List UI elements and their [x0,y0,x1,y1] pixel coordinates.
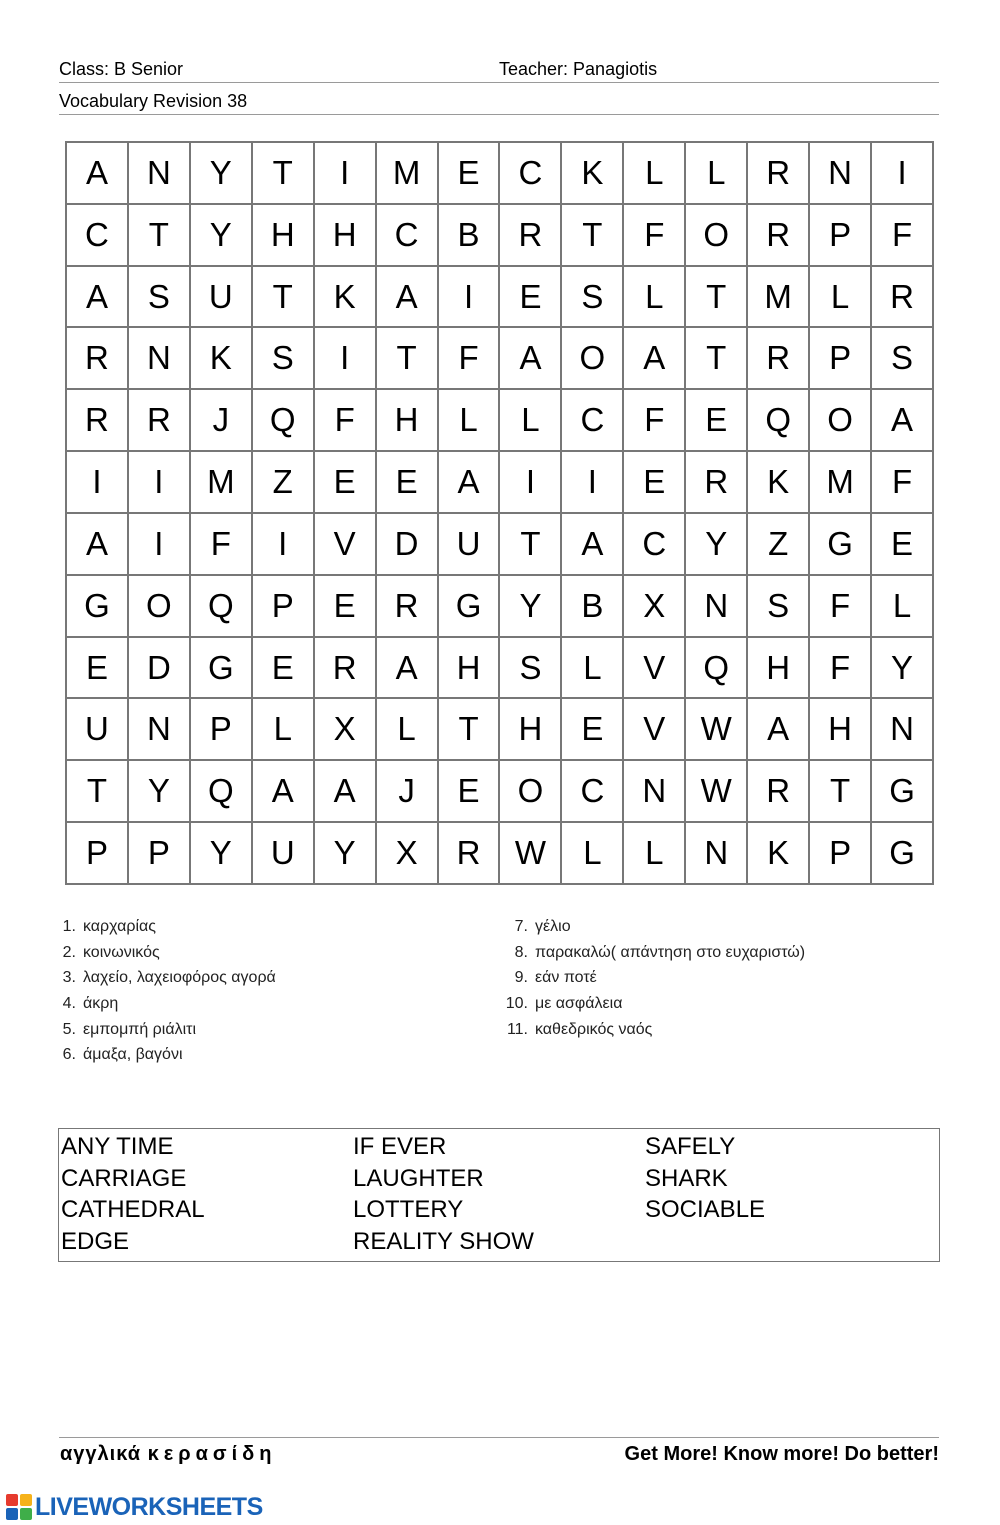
grid-cell[interactable]: E [377,452,439,514]
grid-cell[interactable]: H [377,390,439,452]
grid-cell[interactable]: Y [191,823,253,885]
clue-item [47,940,276,966]
grid-cell[interactable]: O [562,328,624,390]
footer-motto: Get More! Know more! Do better! [624,1443,939,1465]
grid-cell[interactable]: W [500,823,562,885]
grid-cell[interactable]: Q [686,638,748,700]
grid-cell[interactable]: A [377,267,439,329]
clue-item [499,965,805,991]
grid-cell[interactable]: K [315,267,377,329]
word-bank-entry: LAUGHTER [353,1164,484,1192]
grid-cell[interactable]: Y [500,576,562,638]
clue-text: άκρη [83,994,119,1012]
grid-cell[interactable]: G [872,761,934,823]
grid-cell[interactable]: Z [748,514,810,576]
word-bank-entry: CARRIAGE [61,1164,187,1192]
grid-cell[interactable]: I [129,452,191,514]
clue-item [47,991,276,1017]
grid-cell[interactable]: A [872,390,934,452]
grid-cell[interactable]: I [562,452,624,514]
word-bank-entry: LOTTERY [353,1196,464,1223]
grid-cell[interactable]: Y [315,823,377,885]
word-bank-entry: REALITY SHOW [353,1227,534,1255]
grid-cell[interactable]: O [129,576,191,638]
grid-cell[interactable]: M [377,143,439,205]
grid-cell[interactable]: H [810,699,872,761]
grid-cell[interactable]: H [439,638,501,700]
grid-cell[interactable]: T [377,328,439,390]
clue-text: παρακαλώ( απάντηση στο ευχαριστώ) [535,943,806,961]
word-search-grid[interactable] [65,141,934,885]
clue-number: 1. [62,917,76,935]
grid-cell[interactable]: R [686,452,748,514]
grid-cell[interactable]: N [129,143,191,205]
clue-text: γέλιο [535,917,571,935]
grid-cell[interactable]: P [191,699,253,761]
footer-author-word: αγγλικά [60,1443,142,1465]
grid-cell[interactable]: M [191,452,253,514]
grid-cell[interactable]: B [562,576,624,638]
grid-cell[interactable]: T [562,205,624,267]
grid-cell[interactable]: L [624,143,686,205]
grid-cell[interactable]: G [439,576,501,638]
grid-cell[interactable]: U [67,699,129,761]
clue-item [499,1017,805,1043]
footer-author [60,1443,276,1466]
grid-cell[interactable]: A [439,452,501,514]
grid-cell[interactable]: F [810,638,872,700]
clue-number: 4. [62,994,76,1012]
grid-cell[interactable]: W [686,761,748,823]
grid-cell[interactable]: E [253,638,315,700]
clue-list-right [499,914,805,1042]
grid-cell[interactable]: P [253,576,315,638]
grid-cell[interactable]: L [686,143,748,205]
grid-cell[interactable]: S [748,576,810,638]
word-bank-entry: CATHEDRAL [61,1196,205,1223]
grid-cell[interactable]: N [624,761,686,823]
grid-cell[interactable]: E [500,267,562,329]
grid-cell[interactable]: A [748,699,810,761]
grid-cell[interactable]: C [624,514,686,576]
clue-text: καρχαρίας [83,917,156,935]
grid-cell[interactable]: Y [872,638,934,700]
grid-cell[interactable]: A [315,761,377,823]
grid-cell[interactable]: X [624,576,686,638]
grid-cell[interactable]: E [439,761,501,823]
clue-number: 8. [514,943,528,961]
grid-cell[interactable]: R [439,823,501,885]
clue-number: 6. [62,1046,76,1064]
grid-cell[interactable]: K [191,328,253,390]
grid-cell[interactable]: L [624,267,686,329]
clue-item [47,1017,276,1043]
grid-cell[interactable]: P [129,823,191,885]
grid-cell[interactable]: R [315,638,377,700]
grid-cell[interactable]: H [315,205,377,267]
grid-cell[interactable]: E [562,699,624,761]
grid-cell[interactable]: C [377,205,439,267]
grid-cell[interactable]: V [624,638,686,700]
grid-cell[interactable]: O [500,761,562,823]
word-bank-column-1 [61,1131,205,1257]
grid-cell[interactable]: U [253,823,315,885]
grid-cell[interactable]: C [500,143,562,205]
grid-cell[interactable]: I [129,514,191,576]
clue-list-left [47,914,276,1068]
word-bank-entry: SHARK [645,1164,728,1192]
grid-cell[interactable]: N [810,143,872,205]
grid-cell[interactable]: R [67,390,129,452]
grid-cell[interactable]: G [872,823,934,885]
clue-item [47,1042,276,1068]
clue-text: λαχείο, λαχειοφόρος αγορά [83,969,276,987]
grid-cell[interactable]: A [500,328,562,390]
clue-item [499,991,805,1017]
clue-item [47,965,276,991]
grid-cell[interactable]: T [67,761,129,823]
grid-cell[interactable]: E [686,390,748,452]
grid-cell[interactable]: D [129,638,191,700]
grid-cell[interactable]: P [810,205,872,267]
grid-cell[interactable]: L [872,576,934,638]
grid-cell[interactable]: H [500,699,562,761]
grid-cell[interactable]: O [686,205,748,267]
clue-item [47,914,276,940]
grid-cell[interactable]: X [315,699,377,761]
grid-cell[interactable]: V [315,514,377,576]
grid-cell[interactable]: E [315,576,377,638]
grid-cell[interactable]: N [872,699,934,761]
clue-text: κοινωνικός [83,943,160,961]
grid-cell[interactable]: A [562,514,624,576]
grid-cell[interactable]: Q [191,576,253,638]
grid-cell[interactable]: A [67,267,129,329]
grid-cell[interactable]: N [686,823,748,885]
grid-cell[interactable]: Z [253,452,315,514]
grid-cell[interactable]: J [377,761,439,823]
grid-cell[interactable]: Q [253,390,315,452]
grid-cell[interactable]: S [129,267,191,329]
grid-cell[interactable]: I [315,328,377,390]
grid-cell[interactable]: X [377,823,439,885]
grid-cell[interactable]: E [439,143,501,205]
grid-cell[interactable]: I [315,143,377,205]
grid-cell[interactable]: F [439,328,501,390]
grid-cell[interactable]: T [253,143,315,205]
grid-cell[interactable]: F [872,452,934,514]
grid-cell[interactable]: U [191,267,253,329]
grid-cell[interactable]: S [500,638,562,700]
grid-cell[interactable]: R [377,576,439,638]
clue-text: εάν ποτέ [535,969,597,987]
grid-cell[interactable]: G [67,576,129,638]
footer-divider [59,1437,939,1438]
word-bank-entry: SAFELY [645,1133,736,1160]
header-row-class [59,58,939,83]
grid-cell[interactable]: F [872,205,934,267]
grid-cell[interactable]: R [748,143,810,205]
grid-cell[interactable]: K [562,143,624,205]
clue-text: εμπομπή ριάλιτι [83,1020,196,1038]
clue-number: 5. [62,1020,76,1038]
clue-number: 9. [514,969,528,987]
grid-cell[interactable]: H [748,638,810,700]
grid-cell[interactable]: F [315,390,377,452]
clue-text: καθεδρικός ναός [535,1020,653,1038]
grid-cell[interactable]: C [562,761,624,823]
grid-cell[interactable]: S [872,328,934,390]
grid-cell[interactable]: A [67,514,129,576]
grid-cell[interactable]: E [872,514,934,576]
word-bank-entry: IF EVER [353,1133,447,1160]
grid-cell[interactable]: G [191,638,253,700]
class-label: Class: B Senior [59,59,184,79]
grid-cell[interactable]: Y [191,205,253,267]
grid-cell[interactable]: K [748,823,810,885]
grid-cell[interactable]: F [191,514,253,576]
grid-cell[interactable]: T [439,699,501,761]
header-row-title [59,90,939,115]
grid-cell[interactable]: Q [191,761,253,823]
clue-text: άμαξα, βαγόνι [83,1046,183,1064]
grid-cell[interactable]: D [377,514,439,576]
grid-cell[interactable]: I [872,143,934,205]
brand-name: LIVEWORKSHEETS [35,1492,263,1521]
liveworksheets-brand[interactable] [6,1493,263,1521]
grid-cell[interactable]: Q [748,390,810,452]
grid-cell[interactable]: I [439,267,501,329]
grid-cell[interactable]: L [562,638,624,700]
grid-cell[interactable]: L [377,699,439,761]
clue-number: 10. [505,994,528,1012]
word-bank-entry: ANY TIME [61,1133,174,1160]
grid-cell[interactable]: T [129,205,191,267]
grid-cell[interactable]: T [810,761,872,823]
worksheet-title: Vocabulary Revision 38 [59,91,248,111]
grid-cell[interactable]: C [67,205,129,267]
grid-cell[interactable]: W [686,699,748,761]
clue-item [499,914,805,940]
grid-cell[interactable]: M [748,267,810,329]
grid-cell[interactable]: F [624,390,686,452]
clue-number: 3. [62,969,76,987]
grid-cell[interactable]: R [872,267,934,329]
clue-number: 11. [506,1020,528,1038]
grid-cell[interactable]: L [810,267,872,329]
grid-cell[interactable]: H [253,205,315,267]
grid-cell[interactable]: F [810,576,872,638]
grid-cell[interactable]: A [253,761,315,823]
grid-cell[interactable]: N [686,576,748,638]
grid-cell[interactable]: I [253,514,315,576]
grid-cell[interactable]: T [500,514,562,576]
grid-cell[interactable]: C [562,390,624,452]
grid-cell[interactable]: B [439,205,501,267]
grid-cell[interactable]: E [624,452,686,514]
grid-cell[interactable]: J [191,390,253,452]
grid-cell[interactable]: G [810,514,872,576]
grid-cell[interactable]: R [748,761,810,823]
grid-cell[interactable]: N [129,699,191,761]
grid-cell[interactable]: T [686,267,748,329]
grid-cell[interactable]: R [748,328,810,390]
grid-cell[interactable]: S [253,328,315,390]
grid-cell[interactable]: L [253,699,315,761]
grid-cell[interactable]: R [67,328,129,390]
grid-cell[interactable]: T [253,267,315,329]
liveworksheets-logo-icon [6,1494,32,1520]
grid-cell[interactable]: U [439,514,501,576]
grid-cell[interactable]: A [624,328,686,390]
grid-cell[interactable]: E [67,638,129,700]
clue-number: 7. [514,917,528,935]
grid-cell[interactable]: P [810,328,872,390]
grid-cell[interactable]: R [500,205,562,267]
grid-cell[interactable]: V [624,699,686,761]
grid-cell[interactable]: A [377,638,439,700]
grid-cell[interactable]: O [810,390,872,452]
grid-cell[interactable]: M [810,452,872,514]
grid-cell[interactable]: Y [129,761,191,823]
word-bank-column-2 [353,1131,534,1257]
grid-cell[interactable]: I [67,452,129,514]
grid-cell[interactable]: F [624,205,686,267]
word-bank-column-3 [645,1131,765,1226]
word-bank-entry: SOCIABLE [645,1196,766,1223]
grid-cell[interactable]: N [129,328,191,390]
grid-cell[interactable]: L [439,390,501,452]
grid-cell[interactable]: L [500,390,562,452]
grid-cell[interactable]: S [562,267,624,329]
grid-cell[interactable]: K [748,452,810,514]
grid-cell[interactable]: P [67,823,129,885]
grid-cell[interactable]: Y [191,143,253,205]
grid-cell[interactable]: L [624,823,686,885]
clue-text: με ασφάλεια [535,994,623,1012]
grid-cell[interactable]: A [67,143,129,205]
clue-item [499,940,805,966]
word-bank-entry: EDGE [61,1227,130,1255]
grid-cell[interactable]: Y [686,514,748,576]
grid-cell[interactable]: T [686,328,748,390]
teacher-label: Teacher: Panagiotis [499,59,658,79]
clue-number: 2. [62,943,76,961]
grid-cell[interactable]: E [315,452,377,514]
grid-cell[interactable]: I [500,452,562,514]
grid-cell[interactable]: R [129,390,191,452]
footer-author-name: κερασίδη [147,1443,277,1465]
word-bank [58,1128,940,1262]
grid-cell[interactable]: L [562,823,624,885]
grid-cell[interactable]: P [810,823,872,885]
grid-cell[interactable]: R [748,205,810,267]
